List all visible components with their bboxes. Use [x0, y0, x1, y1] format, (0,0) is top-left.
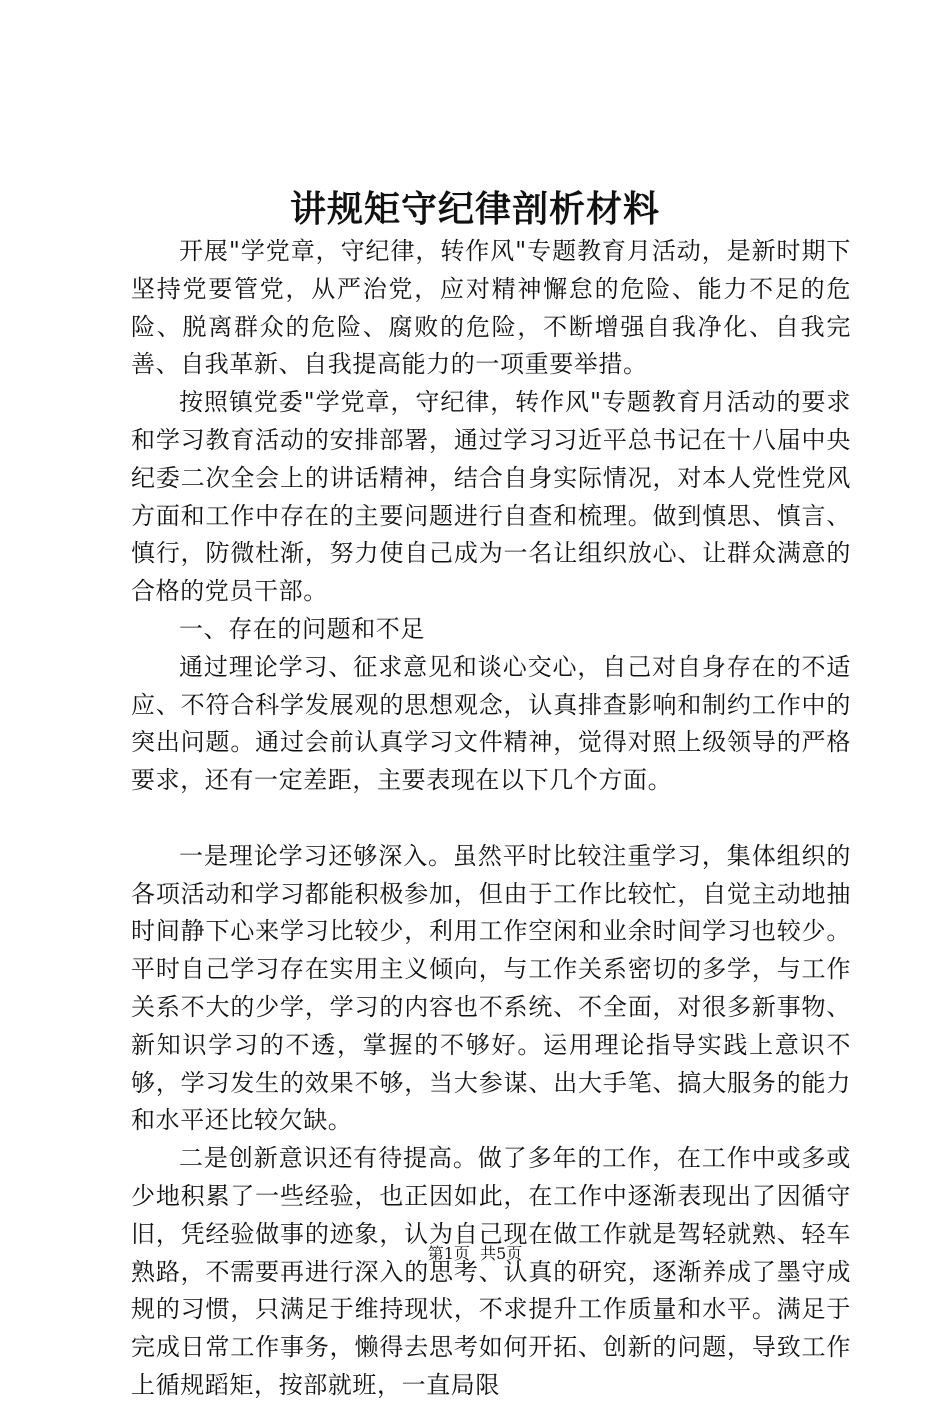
- document-body: [131, 233, 851, 1405]
- section-heading-problems: 一、存在的问题和不足: [179, 614, 425, 643]
- paragraph-problems-overview: 通过理论学习、征求意见和谈心交心，自己对自身存在的不适应、不符合科学发展观的思想观念，认真排查影响和制约工作中的突出问题。通过会前认真学习文件精神，觉得对照上级领导的严格要求，还有一定差距，主要表现在以下几个方面。: [131, 652, 851, 795]
- paragraph-problem-innovation: 二是创新意识还有待提高。做了多年的工作，在工作中或多或少地积累了一些经验，也正因如此，在工作中逐渐表现出了因循守旧，凭经验做事的迹象，认为自己现在做工作就是驾轻就熟、轻车熟路，不需要再进行深入的思考、认真的研究，逐渐养成了墨守成规的习惯，只满足于维持现状，不求提升工作质量和水平。满足于完成日常工作事务，懒得去思考如何开拓、创新的问题，导致工作上循规蹈矩，按部就班，一直局限: [131, 1144, 851, 1399]
- paragraph-problem-theory-study: 一是理论学习还够深入。虽然平时比较注重学习，集体组织的各项活动和学习都能积极参加，但由于工作比较忙，自觉主动地抽时间静下心来学习比较少，利用工作空闲和业余时间学习也较少。平时自己学习存在实用主义倾向，与工作关系密切的多学，与工作关系不大的少学，学习的内容也不系统、不全面，对很多新事物、新知识学习的不透，掌握的不够好。运用理论指导实践上意识不够，学习发生的效果不够，当大参谋、出大手笔、搞大服务的能力和水平还比较欠缺。: [131, 841, 851, 1135]
- paragraph-purpose: 按照镇党委"学党章，守纪律，转作风"专题教育月活动的要求和学习教育活动的安排部署，通过学习习近平总书记在十八届中央纪委二次全会上的讲话精神，结合自身实际情况，对本人党性党风方面和工作中存在的主要问题进行自查和梳理。做到慎思、慎言、慎行，防微杜渐，努力使自己成为一名让组织放心、让群众满意的合格的党员干部。: [131, 388, 851, 606]
- page-footer: 第1页 共5页: [427, 1244, 523, 1263]
- paragraph-intro: 开展"学党章，守纪律，转作风"专题教育月活动，是新时期下坚持党要管党，从严治党，应对精神懈怠的危险、能力不足的危险、脱离群众的危险、腐败的危险，不断增强自我净化、自我完善、自我革新、自我提高能力的一项重要举措。: [131, 237, 851, 379]
- document-title: 讲规矩守纪律剖析材料: [289, 188, 660, 230]
